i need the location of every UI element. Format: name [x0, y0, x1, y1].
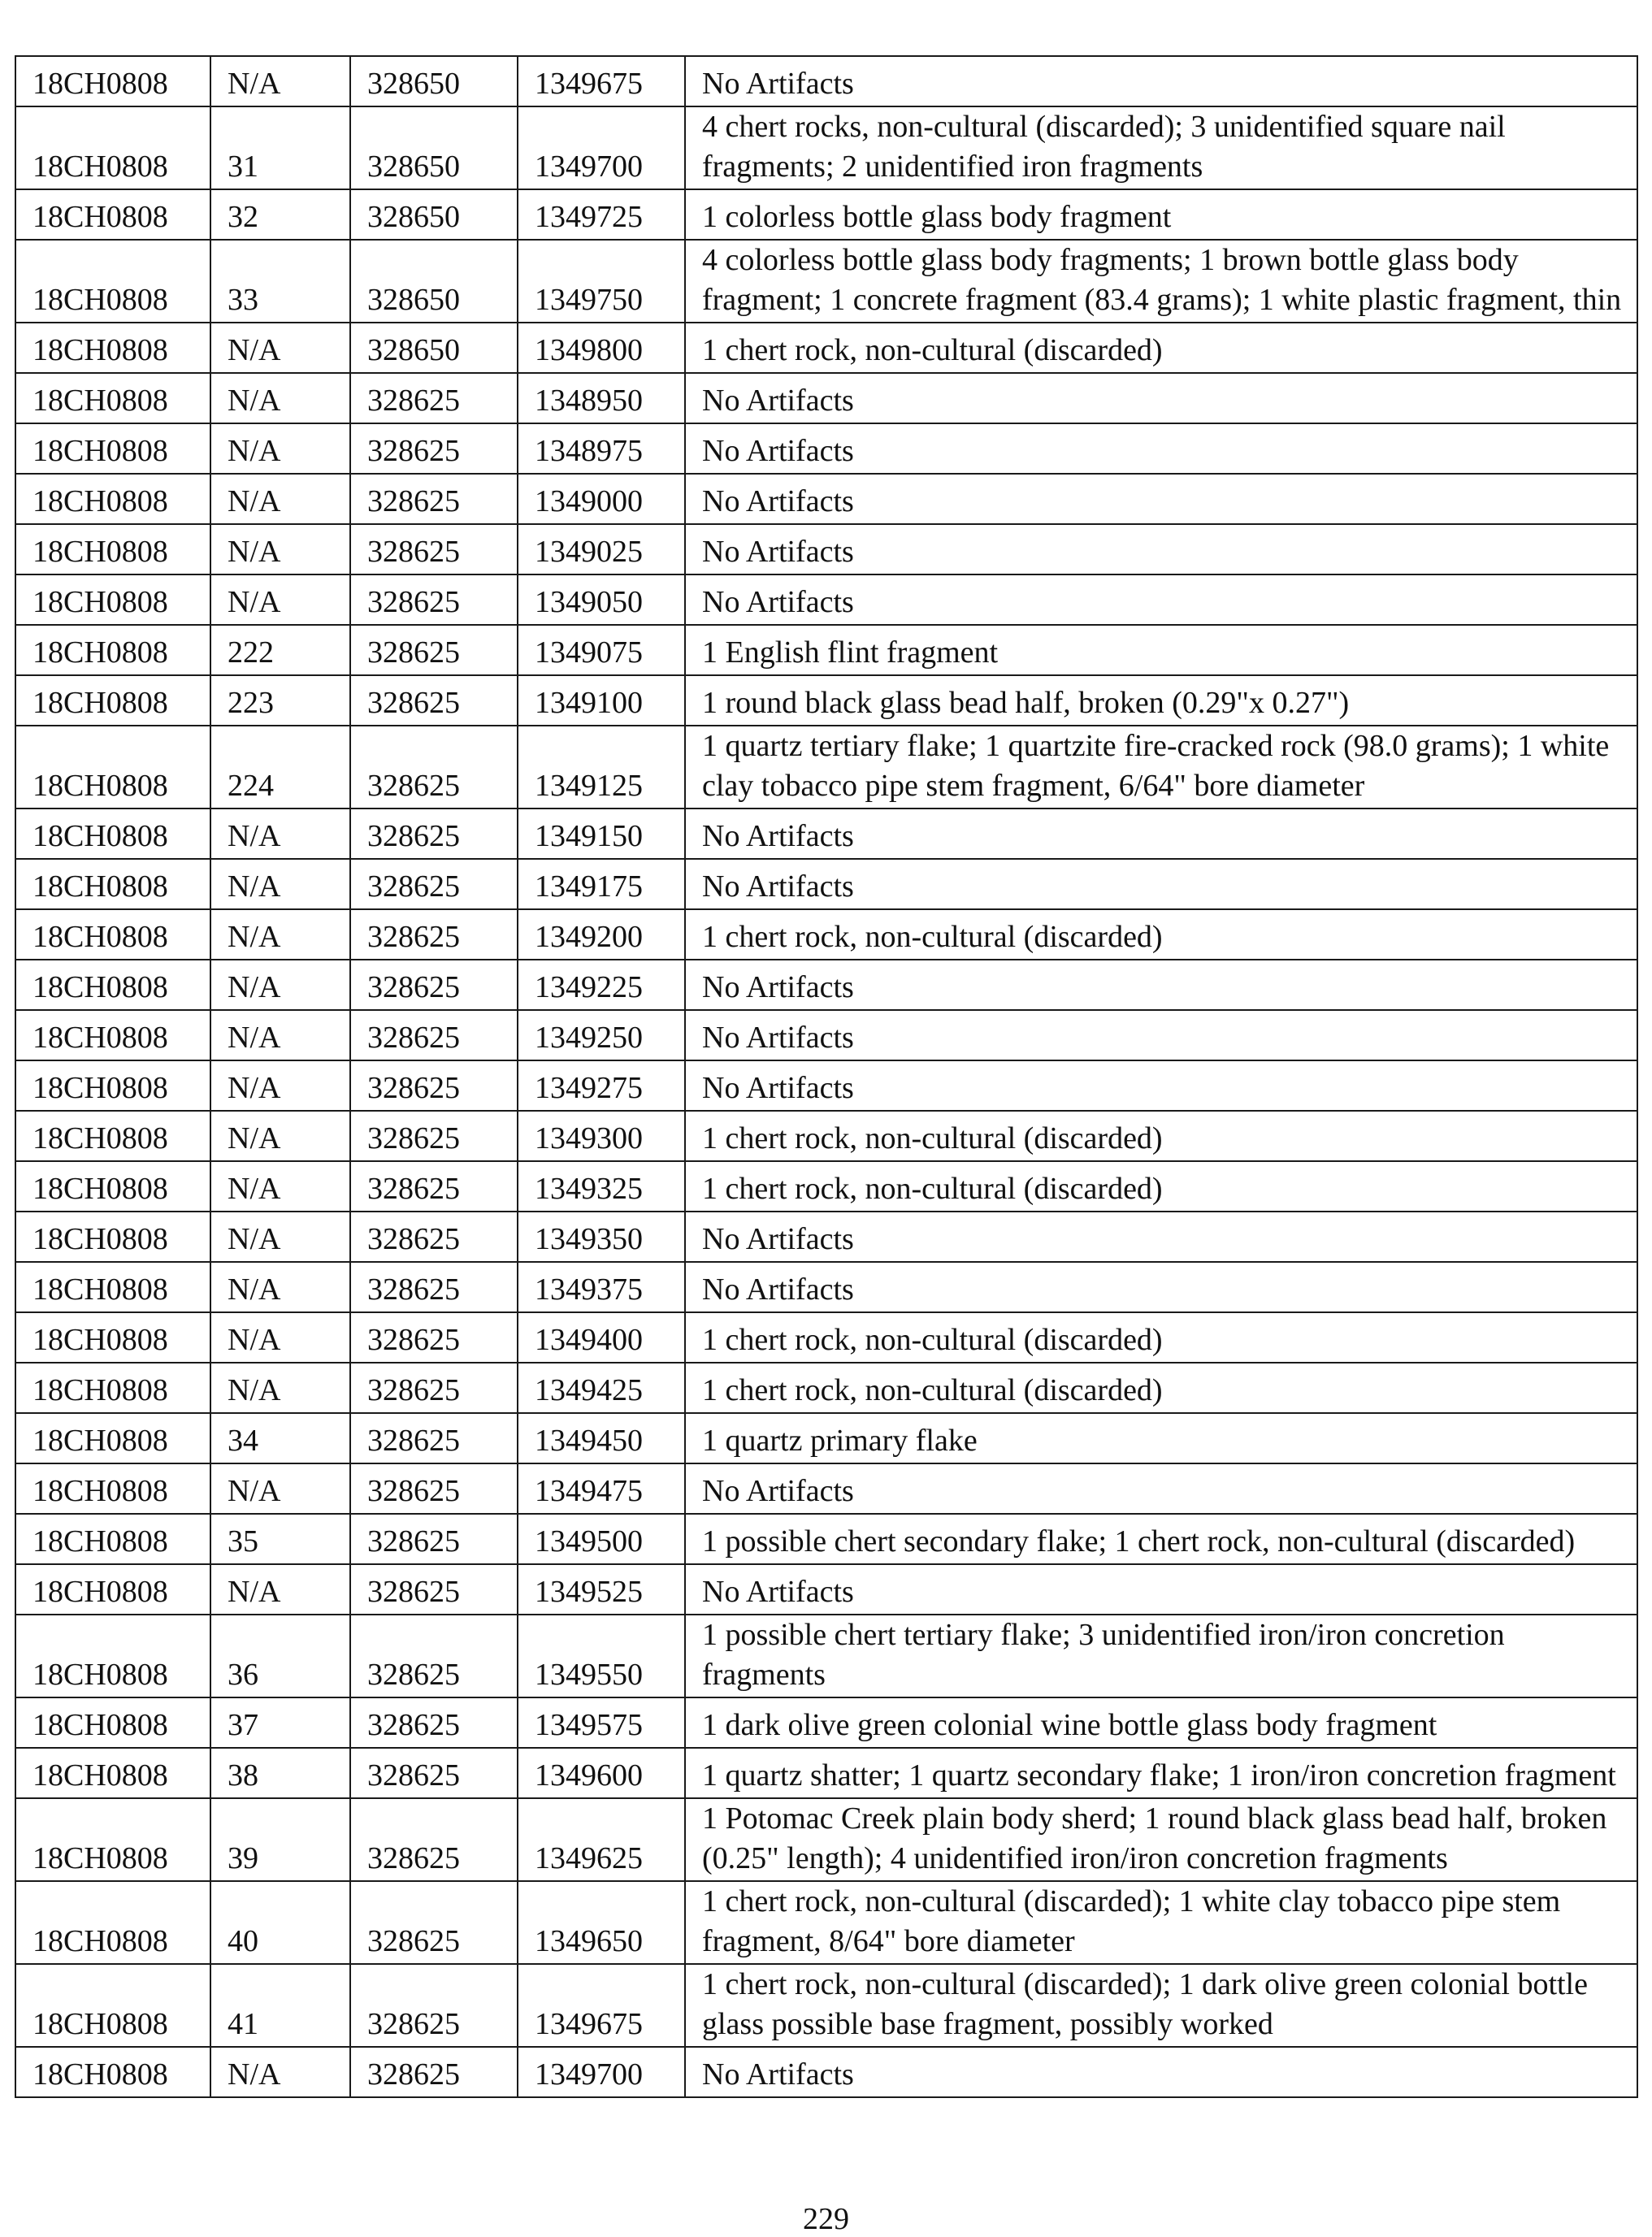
easting-cell: 328625 [350, 1697, 518, 1748]
easting-cell: 328625 [350, 1564, 518, 1615]
catalog-number-cell: N/A [210, 423, 350, 474]
artifact-description-cell: 1 English flint fragment [685, 625, 1637, 675]
northing-cell: 1349275 [518, 1060, 685, 1111]
northing-cell: 1349050 [518, 574, 685, 625]
northing-cell: 1349700 [518, 106, 685, 189]
catalog-number-cell: 222 [210, 625, 350, 675]
easting-cell: 328650 [350, 323, 518, 373]
artifact-description-cell: No Artifacts [685, 574, 1637, 625]
table-row [15, 1615, 1637, 1697]
catalog-number-cell: N/A [210, 960, 350, 1010]
catalog-number-cell: N/A [210, 1312, 350, 1363]
artifact-description-cell: 1 chert rock, non-cultural (discarded) [685, 1111, 1637, 1161]
table-row [15, 1463, 1637, 1514]
table-row [15, 1111, 1637, 1161]
table-row [15, 1748, 1637, 1798]
artifact-description-cell: 1 chert rock, non-cultural (discarded); 1 dark olive green colonial bottle glass possible base fragment, possibly worked [685, 1964, 1637, 2047]
catalog-number-cell: 32 [210, 189, 350, 240]
northing-cell: 1349300 [518, 1111, 685, 1161]
easting-cell: 328625 [350, 1881, 518, 1964]
northing-cell: 1349025 [518, 524, 685, 574]
artifact-description-cell: No Artifacts [685, 960, 1637, 1010]
artifact-description-cell: 1 possible chert tertiary flake; 3 unidentified iron/iron concretion fragments [685, 1615, 1637, 1697]
easting-cell: 328625 [350, 1312, 518, 1363]
site-number-cell: 18CH0808 [15, 1881, 210, 1964]
site-number-cell: 18CH0808 [15, 1413, 210, 1463]
northing-cell: 1348950 [518, 373, 685, 423]
easting-cell: 328625 [350, 1363, 518, 1413]
catalog-number-cell: N/A [210, 1212, 350, 1262]
site-number-cell: 18CH0808 [15, 1060, 210, 1111]
site-number-cell: 18CH0808 [15, 1748, 210, 1798]
catalog-number-cell: 223 [210, 675, 350, 726]
site-number-cell: 18CH0808 [15, 1010, 210, 1060]
catalog-number-cell: N/A [210, 909, 350, 960]
table-row [15, 1514, 1637, 1564]
catalog-number-cell: N/A [210, 1463, 350, 1514]
easting-cell: 328650 [350, 189, 518, 240]
easting-cell: 328625 [350, 524, 518, 574]
artifact-description-cell: No Artifacts [685, 1010, 1637, 1060]
easting-cell: 328625 [350, 1010, 518, 1060]
site-number-cell: 18CH0808 [15, 960, 210, 1010]
table-row [15, 2047, 1637, 2097]
easting-cell: 328650 [350, 56, 518, 106]
table-body [15, 56, 1637, 2097]
catalog-number-cell: N/A [210, 1262, 350, 1312]
catalog-number-cell: 41 [210, 1964, 350, 2047]
catalog-number-cell: N/A [210, 1111, 350, 1161]
site-number-cell: 18CH0808 [15, 1363, 210, 1413]
table-row [15, 726, 1637, 809]
northing-cell: 1349200 [518, 909, 685, 960]
easting-cell: 328625 [350, 1060, 518, 1111]
catalog-number-cell: 36 [210, 1615, 350, 1697]
northing-cell: 1349725 [518, 189, 685, 240]
northing-cell: 1349575 [518, 1697, 685, 1748]
table-row [15, 1010, 1637, 1060]
site-number-cell: 18CH0808 [15, 859, 210, 909]
easting-cell: 328625 [350, 1111, 518, 1161]
table-row [15, 474, 1637, 524]
catalog-number-cell: 37 [210, 1697, 350, 1748]
artifact-description-cell: 1 possible chert secondary flake; 1 chert rock, non-cultural (discarded) [685, 1514, 1637, 1564]
easting-cell: 328625 [350, 960, 518, 1010]
artifact-description-cell: 4 chert rocks, non-cultural (discarded); 3 unidentified square nail fragments; 2 unidentified iron fragments [685, 106, 1637, 189]
artifact-description-cell: 1 Potomac Creek plain body sherd; 1 round black glass bead half, broken (0.25" length); 4 unidentified iron/iron concretion fragments [685, 1798, 1637, 1881]
easting-cell: 328625 [350, 423, 518, 474]
table-row [15, 323, 1637, 373]
catalog-number-cell: 38 [210, 1748, 350, 1798]
table-row [15, 1363, 1637, 1413]
site-number-cell: 18CH0808 [15, 1312, 210, 1363]
site-number-cell: 18CH0808 [15, 373, 210, 423]
artifact-description-cell: 1 quartz primary flake [685, 1413, 1637, 1463]
northing-cell: 1349625 [518, 1798, 685, 1881]
site-number-cell: 18CH0808 [15, 323, 210, 373]
easting-cell: 328625 [350, 1262, 518, 1312]
table-row [15, 1060, 1637, 1111]
northing-cell: 1349675 [518, 1964, 685, 2047]
artifact-description-cell: No Artifacts [685, 809, 1637, 859]
table-row [15, 189, 1637, 240]
table-row [15, 675, 1637, 726]
site-number-cell: 18CH0808 [15, 1964, 210, 2047]
artifact-description-cell: No Artifacts [685, 373, 1637, 423]
site-number-cell: 18CH0808 [15, 1564, 210, 1615]
northing-cell: 1349075 [518, 625, 685, 675]
artifact-description-cell: 4 colorless bottle glass body fragments; 1 brown bottle glass body fragment; 1 concrete fragment (83.4 grams); 1 white plastic fragment, thin [685, 240, 1637, 323]
easting-cell: 328625 [350, 1514, 518, 1564]
artifact-description-cell: No Artifacts [685, 1212, 1637, 1262]
northing-cell: 1349250 [518, 1010, 685, 1060]
site-number-cell: 18CH0808 [15, 1262, 210, 1312]
table-row [15, 1697, 1637, 1748]
table-row [15, 106, 1637, 189]
artifact-description-cell: No Artifacts [685, 1463, 1637, 1514]
northing-cell: 1349175 [518, 859, 685, 909]
artifact-description-cell: 1 chert rock, non-cultural (discarded) [685, 1161, 1637, 1212]
catalog-number-cell: 224 [210, 726, 350, 809]
easting-cell: 328625 [350, 1161, 518, 1212]
northing-cell: 1348975 [518, 423, 685, 474]
northing-cell: 1349325 [518, 1161, 685, 1212]
table-row [15, 909, 1637, 960]
catalog-number-cell: N/A [210, 1363, 350, 1413]
artifact-description-cell: 1 chert rock, non-cultural (discarded) [685, 1312, 1637, 1363]
site-number-cell: 18CH0808 [15, 1161, 210, 1212]
artifact-description-cell: 1 quartz shatter; 1 quartz secondary flake; 1 iron/iron concretion fragment [685, 1748, 1637, 1798]
artifact-description-cell: No Artifacts [685, 56, 1637, 106]
northing-cell: 1349350 [518, 1212, 685, 1262]
site-number-cell: 18CH0808 [15, 1798, 210, 1881]
artifact-description-cell: 1 chert rock, non-cultural (discarded) [685, 909, 1637, 960]
site-number-cell: 18CH0808 [15, 56, 210, 106]
artifact-description-cell: No Artifacts [685, 524, 1637, 574]
catalog-number-cell: 31 [210, 106, 350, 189]
site-number-cell: 18CH0808 [15, 1212, 210, 1262]
catalog-number-cell: N/A [210, 859, 350, 909]
easting-cell: 328625 [350, 1463, 518, 1514]
artifact-description-cell: No Artifacts [685, 474, 1637, 524]
site-number-cell: 18CH0808 [15, 625, 210, 675]
catalog-number-cell: N/A [210, 1010, 350, 1060]
northing-cell: 1349425 [518, 1363, 685, 1413]
northing-cell: 1349400 [518, 1312, 685, 1363]
table-row [15, 373, 1637, 423]
easting-cell: 328625 [350, 909, 518, 960]
site-number-cell: 18CH0808 [15, 524, 210, 574]
site-number-cell: 18CH0808 [15, 1111, 210, 1161]
northing-cell: 1349600 [518, 1748, 685, 1798]
table-row [15, 524, 1637, 574]
site-number-cell: 18CH0808 [15, 675, 210, 726]
table-row [15, 809, 1637, 859]
artifact-description-cell: 1 dark olive green colonial wine bottle glass body fragment [685, 1697, 1637, 1748]
easting-cell: 328625 [350, 726, 518, 809]
easting-cell: 328625 [350, 1212, 518, 1262]
northing-cell: 1349125 [518, 726, 685, 809]
table-row [15, 1798, 1637, 1881]
artifact-description-cell: 1 chert rock, non-cultural (discarded); 1 white clay tobacco pipe stem fragment, 8/64" bore diameter [685, 1881, 1637, 1964]
easting-cell: 328625 [350, 625, 518, 675]
site-number-cell: 18CH0808 [15, 106, 210, 189]
artifact-description-cell: No Artifacts [685, 859, 1637, 909]
easting-cell: 328625 [350, 1798, 518, 1881]
northing-cell: 1349675 [518, 56, 685, 106]
catalog-number-cell: N/A [210, 524, 350, 574]
site-number-cell: 18CH0808 [15, 909, 210, 960]
catalog-number-cell: N/A [210, 373, 350, 423]
site-number-cell: 18CH0808 [15, 809, 210, 859]
catalog-number-cell: N/A [210, 574, 350, 625]
table-row [15, 1161, 1637, 1212]
table-row [15, 1413, 1637, 1463]
site-number-cell: 18CH0808 [15, 726, 210, 809]
catalog-number-cell: 33 [210, 240, 350, 323]
easting-cell: 328625 [350, 474, 518, 524]
northing-cell: 1349475 [518, 1463, 685, 1514]
table-row [15, 423, 1637, 474]
easting-cell: 328625 [350, 809, 518, 859]
table-row [15, 1881, 1637, 1964]
catalog-number-cell: N/A [210, 1161, 350, 1212]
catalog-number-cell: N/A [210, 1060, 350, 1111]
table-row [15, 574, 1637, 625]
northing-cell: 1349750 [518, 240, 685, 323]
catalog-number-cell: N/A [210, 323, 350, 373]
northing-cell: 1349500 [518, 1514, 685, 1564]
northing-cell: 1349650 [518, 1881, 685, 1964]
artifact-description-cell: 1 round black glass bead half, broken (0.29"x 0.27") [685, 675, 1637, 726]
artifact-inventory-table [15, 55, 1638, 2098]
site-number-cell: 18CH0808 [15, 574, 210, 625]
page-number: 229 [803, 2202, 849, 2236]
easting-cell: 328625 [350, 574, 518, 625]
northing-cell: 1349550 [518, 1615, 685, 1697]
easting-cell: 328625 [350, 675, 518, 726]
table-row [15, 625, 1637, 675]
site-number-cell: 18CH0808 [15, 240, 210, 323]
table-row [15, 859, 1637, 909]
table-row [15, 1312, 1637, 1363]
catalog-number-cell: N/A [210, 56, 350, 106]
table-row [15, 56, 1637, 106]
easting-cell: 328650 [350, 106, 518, 189]
northing-cell: 1349375 [518, 1262, 685, 1312]
easting-cell: 328650 [350, 240, 518, 323]
site-number-cell: 18CH0808 [15, 1514, 210, 1564]
northing-cell: 1349225 [518, 960, 685, 1010]
artifact-description-cell: 1 quartz tertiary flake; 1 quartzite fire-cracked rock (98.0 grams); 1 white clay tobacco pipe stem fragment, 6/64" bore diameter [685, 726, 1637, 809]
artifact-description-cell: 1 chert rock, non-cultural (discarded) [685, 323, 1637, 373]
table-row [15, 240, 1637, 323]
table-row [15, 1212, 1637, 1262]
northing-cell: 1349800 [518, 323, 685, 373]
easting-cell: 328625 [350, 1615, 518, 1697]
northing-cell: 1349700 [518, 2047, 685, 2097]
artifact-description-cell: 1 colorless bottle glass body fragment [685, 189, 1637, 240]
site-number-cell: 18CH0808 [15, 189, 210, 240]
site-number-cell: 18CH0808 [15, 2047, 210, 2097]
easting-cell: 328625 [350, 1964, 518, 2047]
table-row [15, 1564, 1637, 1615]
artifact-description-cell: No Artifacts [685, 423, 1637, 474]
easting-cell: 328625 [350, 1413, 518, 1463]
catalog-number-cell: 35 [210, 1514, 350, 1564]
catalog-number-cell: N/A [210, 1564, 350, 1615]
site-number-cell: 18CH0808 [15, 1697, 210, 1748]
easting-cell: 328625 [350, 859, 518, 909]
site-number-cell: 18CH0808 [15, 423, 210, 474]
table-row [15, 1262, 1637, 1312]
catalog-number-cell: 39 [210, 1798, 350, 1881]
northing-cell: 1349450 [518, 1413, 685, 1463]
site-number-cell: 18CH0808 [15, 1463, 210, 1514]
easting-cell: 328625 [350, 373, 518, 423]
easting-cell: 328625 [350, 2047, 518, 2097]
artifact-description-cell: No Artifacts [685, 1564, 1637, 1615]
table-row [15, 1964, 1637, 2047]
northing-cell: 1349000 [518, 474, 685, 524]
table-row [15, 960, 1637, 1010]
artifact-description-cell: No Artifacts [685, 1060, 1637, 1111]
catalog-number-cell: N/A [210, 474, 350, 524]
northing-cell: 1349525 [518, 1564, 685, 1615]
catalog-number-cell: N/A [210, 2047, 350, 2097]
site-number-cell: 18CH0808 [15, 474, 210, 524]
site-number-cell: 18CH0808 [15, 1615, 210, 1697]
northing-cell: 1349150 [518, 809, 685, 859]
catalog-number-cell: N/A [210, 809, 350, 859]
artifact-description-cell: 1 chert rock, non-cultural (discarded) [685, 1363, 1637, 1413]
easting-cell: 328625 [350, 1748, 518, 1798]
artifact-description-cell: No Artifacts [685, 1262, 1637, 1312]
catalog-number-cell: 40 [210, 1881, 350, 1964]
artifact-description-cell: No Artifacts [685, 2047, 1637, 2097]
northing-cell: 1349100 [518, 675, 685, 726]
catalog-number-cell: 34 [210, 1413, 350, 1463]
